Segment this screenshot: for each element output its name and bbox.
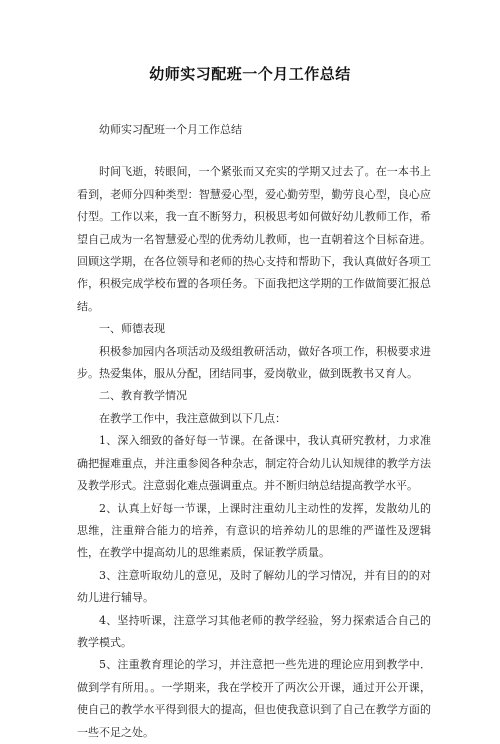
section-heading-teaching: 二、教育教学情况	[99, 389, 187, 403]
paragraph-teaching-intro: 在教学工作中，我注意做到以下几点：	[99, 411, 286, 425]
document-body	[77, 119, 431, 744]
section-heading-ethics: 一、师德表现	[99, 322, 165, 336]
document-subtitle: 幼师实习配班一个月工作总结	[99, 123, 242, 136]
paragraph-intro: 时间飞逝，转眼间，一个紧张而又充实的学期又过去了。在一本书上看到，老师分四种类型：智慧爱心型，爱心勤劳型，勤劳良心型，良心应付型。工作以来，我一直不断努力，积极思考如何做好幼儿教师工作，希望自己成为一名智慧爱心型的优秀幼儿教师，也一直朝着这个目标奋进。回顾这学期，在各位领导和老师的热心支持和帮助下，我认真做好各项工作，积极完成学校布置的各项任务。下面我把这学期的工作做简要汇报总结。	[77, 165, 431, 313]
list-item-5: 5、注重教育理论的学习，并注意把一些先进的理论应用到教学中．做到学有所用。。一学期来，我在学校开了两次公开课，通过开公开课，使自己的教学水平得到很大的提高，但也使我意识到了自己在教学方面的一些不足之处。	[77, 658, 431, 739]
document-title: 幼师实习配班一个月工作总结	[149, 65, 351, 83]
list-item-3: 3、注意听取幼儿的意见，及时了解幼儿的学习情况，并有目的的对幼儿进行辅导。	[77, 568, 431, 605]
paragraph-ethics: 积极参加园内各项活动及级组教研活动，做好各项工作，积极要求进步。热爱集体，服从分配，团结同事，爱岗敬业，做到既教书又育人。	[77, 344, 431, 381]
list-item-1: 1、深入细致的备好每一节课。在备课中，我认真研究教材，力求准确把握难重点，并注重参阅各种杂志，制定符合幼儿认知规律的教学方法及教学形式。注意弱化难点强调重点。并不断归纳总结提高教学水平。	[77, 434, 431, 493]
list-item-2: 2、认真上好每一节课，上课时注重幼儿主动性的发挥，发散幼儿的思维，注重辩合能力的培养，有意识的培养幼儿的思维的严谨性及逻辑性，在教学中提高幼儿的思维素质，保证教学质量。	[77, 501, 431, 560]
list-item-4: 4、坚持听课，注意学习其他老师的教学经验，努力探索适合自己的教学模式。	[77, 613, 431, 649]
